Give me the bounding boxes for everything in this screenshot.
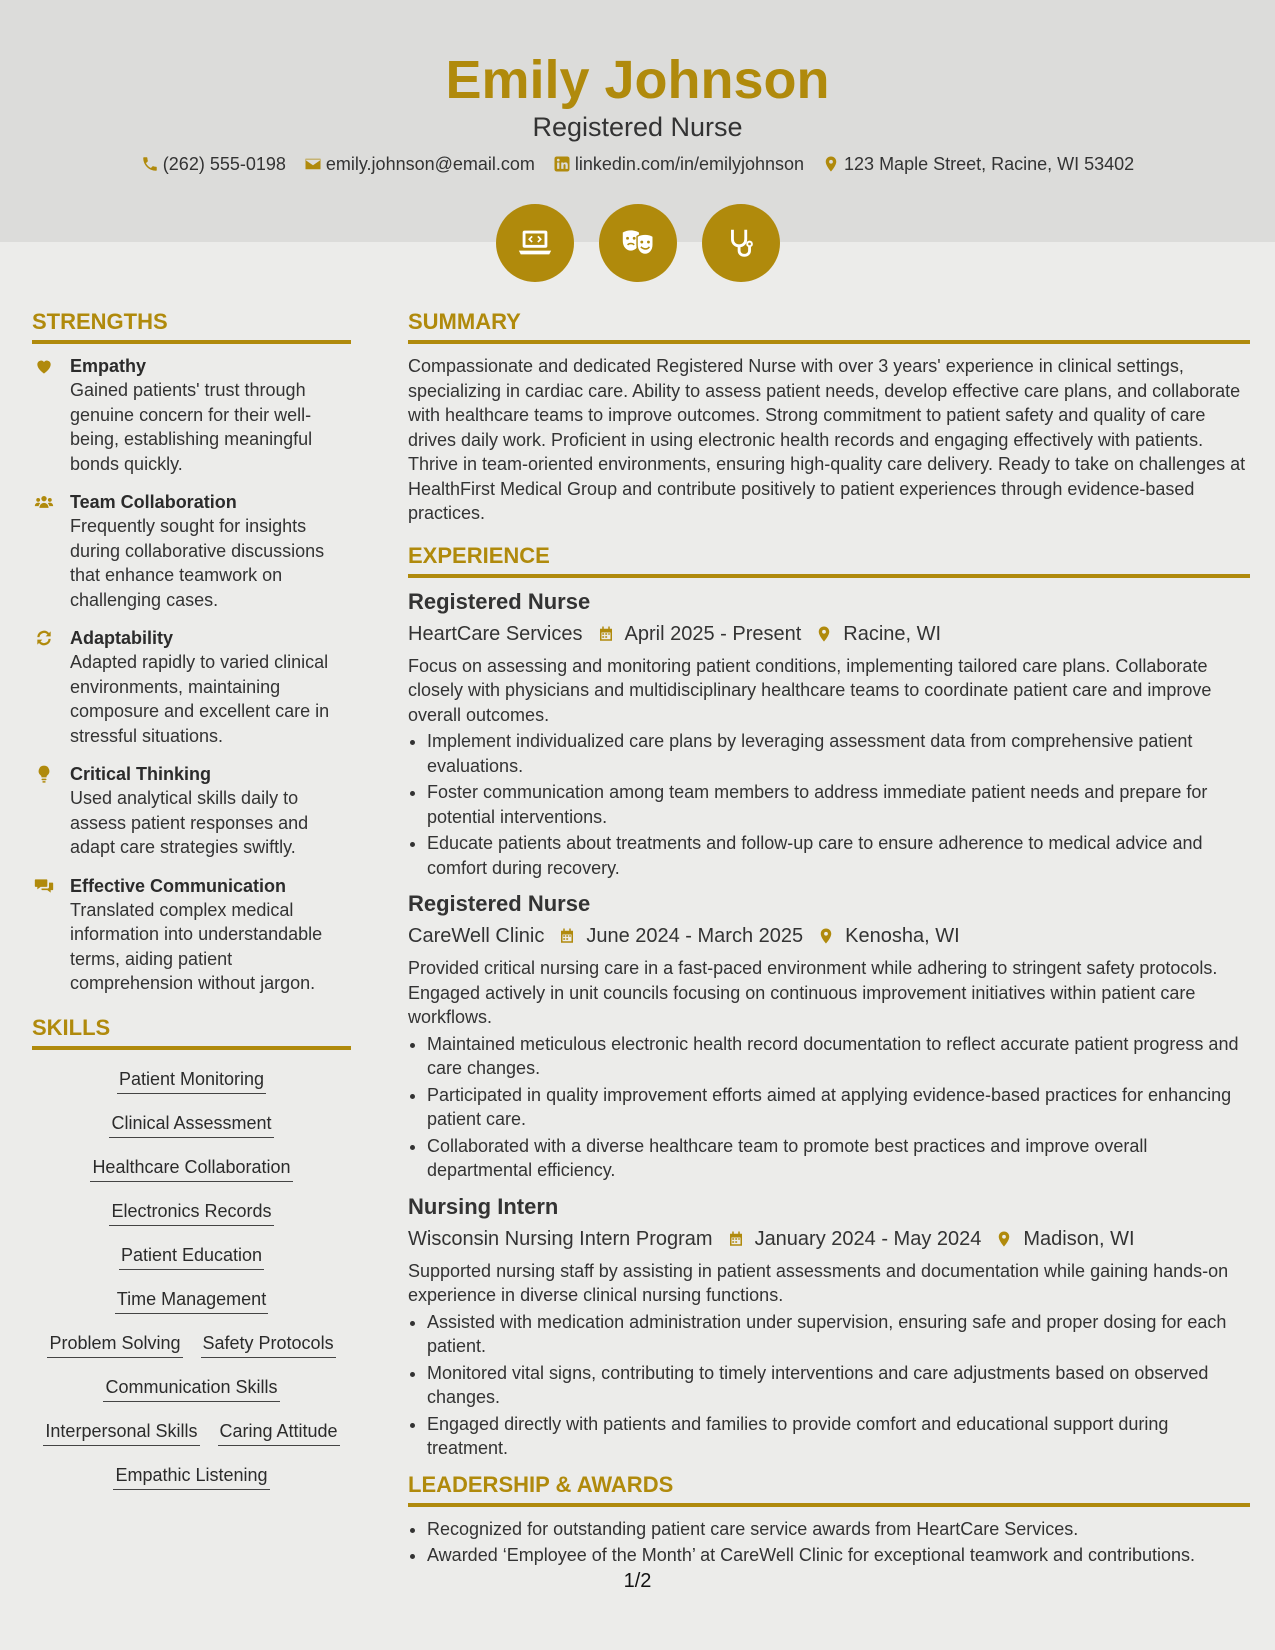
- job-description: Provided critical nursing care in a fast-paced environment while adhering to stringent safety protocols. Engaged actively in unit councils focusing on continuous improvement initiatives within patient care workflows.: [408, 958, 1218, 1027]
- bullet-item: • Participated in quality improvement efforts aimed at applying evidence-based practices for enhancing patient care.: [427, 1083, 1250, 1132]
- map-marker-icon: [822, 155, 840, 173]
- job-description: Supported nursing staff by assisting in patient assessments and documentation while gaining hands-on experience in diverse clinical nursing functions.: [408, 1260, 1229, 1305]
- skill-row: [36, 1464, 347, 1490]
- skill-row: [36, 1420, 347, 1446]
- badge-row: [0, 204, 1275, 282]
- job-company: HeartCare Services: [408, 622, 583, 645]
- calendar-icon: [727, 1230, 745, 1248]
- strength-item: [32, 762, 351, 860]
- bullet-item: • Collaborated with a diverse healthcare team to promote best practices and improve overall departmental efficiency.: [427, 1134, 1250, 1183]
- contact-phone: [141, 152, 286, 176]
- job-company: Wisconsin Nursing Intern Program: [408, 1227, 713, 1250]
- strength-title: Adaptability: [70, 628, 174, 648]
- skill-tag: Problem Solving: [47, 1332, 182, 1358]
- strength-desc: Frequently sought for insights during collaborative discussions that enhance teamwork on challenging cases.: [70, 516, 325, 610]
- job-location: Kenosha, WI: [845, 925, 960, 947]
- skill-row: [36, 1200, 347, 1226]
- heart-icon: [32, 354, 56, 476]
- job-location: Racine, WI: [843, 622, 942, 645]
- phone-icon: [141, 155, 159, 173]
- skill-row: [36, 1332, 347, 1358]
- summary-text: Compassionate and dedicated Registered Nurse with over 3 years' experience in clinical settings, specializing in cardiac care. Ability to assess patient needs, develop effective care plans, and collaborate with healthcare teams to improve outcomes. Strong commitment to patient safety and quality of care drives daily work. Proficient in using electronic health records and engaging effectively with patients. Thrive in team-oriented environments, ensuring high-quality care delivery. Ready to take on challenges at HealthFirst Medical Group and contribute positively to patient experiences through evidence-based practices.: [408, 356, 1246, 523]
- strength-desc: Adapted rapidly to varied clinical environments, maintaining composure and excellent care in stressful situations.: [70, 652, 330, 746]
- skill-tag: Safety Protocols: [201, 1332, 336, 1358]
- skill-tag: Time Management: [115, 1288, 268, 1314]
- strength-title: Empathy: [70, 356, 147, 376]
- job-dates: April 2025 - Present: [624, 622, 802, 645]
- skill-row: [36, 1244, 347, 1270]
- experience-heading: EXPERIENCE: [408, 542, 1250, 578]
- map-marker-icon: [817, 927, 835, 945]
- linkedin-icon: [553, 155, 571, 173]
- job-entry: [408, 890, 1250, 1183]
- leadership-heading: LEADERSHIP & AWARDS: [408, 1471, 1250, 1507]
- map-marker-icon: [815, 625, 833, 643]
- bullet-item: • Foster communication among team members to address immediate patient needs and prepare for potential interventions.: [427, 780, 1250, 829]
- job-role: Registered Nurse: [408, 588, 591, 614]
- strength-desc: Gained patients' trust through genuine concern for their well-being, establishing meaningful bonds quickly.: [70, 380, 313, 474]
- bullet-item: • Maintained meticulous electronic health record documentation to reflect accurate patient progress and care changes.: [427, 1032, 1250, 1081]
- contact-bar: [0, 152, 1275, 176]
- job-bullets: [408, 729, 1250, 880]
- skill-tag: Healthcare Collaboration: [90, 1156, 292, 1182]
- right-column: [408, 308, 1250, 1578]
- job-title: Registered Nurse: [532, 112, 743, 142]
- contact-address: [822, 152, 1134, 176]
- phone-text: (262) 555-0198: [162, 154, 286, 174]
- strength-title: Team Collaboration: [70, 492, 237, 512]
- lightbulb-icon: [32, 762, 56, 860]
- job-meta: [408, 922, 1250, 950]
- theater-masks-icon: [599, 204, 677, 282]
- bullet-item: • Engaged directly with patients and families to provide comfort and educational support during treatment.: [427, 1412, 1250, 1461]
- job-location: Madison, WI: [1023, 1227, 1135, 1250]
- calendar-icon: [597, 625, 615, 643]
- skill-row: [36, 1376, 347, 1402]
- bullet-item: • Assisted with medication administration under supervision, ensuring safe and proper dosing for each patient.: [427, 1310, 1250, 1359]
- skill-tag: Patient Monitoring: [117, 1068, 266, 1094]
- skill-row: [36, 1112, 347, 1138]
- laptop-code-icon: [496, 204, 574, 282]
- award-item: • Awarded ‘Employee of the Month’ at CareWell Clinic for exceptional teamwork and contributions.: [427, 1543, 1250, 1568]
- summary-heading: SUMMARY: [408, 308, 1250, 344]
- left-column: [32, 308, 351, 1490]
- skill-row: [36, 1068, 347, 1094]
- address-text: 123 Maple Street, Racine, WI 53402: [844, 154, 1135, 174]
- bullet-item: • Implement individualized care plans by leveraging assessment data from comprehensive patient evaluations.: [427, 729, 1250, 778]
- job-meta: [408, 620, 1250, 648]
- strength-item: [32, 874, 351, 996]
- strength-item: [32, 354, 351, 476]
- skills-list: [32, 1068, 351, 1490]
- skill-tag: Empathic Listening: [113, 1464, 269, 1490]
- skill-tag: Interpersonal Skills: [43, 1420, 199, 1446]
- contact-linkedin[interactable]: [553, 152, 804, 176]
- job-company: CareWell Clinic: [408, 925, 545, 947]
- linkedin-text: linkedin.com/in/emilyjohnson: [574, 154, 805, 174]
- job-description: Focus on assessing and monitoring patient conditions, implementing tailored care plans. Collaborate closely with physicians and multidisciplinary healthcare teams to coordinate patient care and improve overall outcomes.: [408, 655, 1212, 725]
- strength-title: Effective Communication: [70, 875, 287, 896]
- email-text: emily.johnson@email.com: [325, 154, 535, 174]
- strength-item: [32, 490, 351, 612]
- bullet-item: • Educate patients about treatments and follow-up care to ensure adherence to medical advice and comfort during recovery.: [427, 831, 1250, 880]
- calendar-icon: [558, 927, 576, 945]
- contact-email[interactable]: [304, 152, 535, 176]
- skill-tag: Caring Attitude: [218, 1420, 340, 1446]
- skill-tag: Patient Education: [119, 1244, 264, 1270]
- job-role: Nursing Intern: [408, 1193, 559, 1219]
- strength-title: Critical Thinking: [70, 764, 212, 784]
- strengths-heading: STRENGTHS: [32, 308, 351, 344]
- strength-desc: Translated complex medical information into understandable terms, aiding patient comprehension without jargon.: [70, 899, 323, 993]
- bullet-item: • Monitored vital signs, contributing to timely interventions and care adjustments based on observed changes.: [427, 1361, 1250, 1410]
- experience-list: [408, 588, 1250, 1461]
- skill-tag: Communication Skills: [103, 1376, 279, 1402]
- candidate-name: Emily Johnson: [445, 50, 830, 110]
- job-role: Registered Nurse: [408, 891, 591, 916]
- stethoscope-icon: [702, 204, 780, 282]
- job-entry: [408, 1193, 1250, 1461]
- sync-icon: [32, 626, 56, 748]
- job-meta: [408, 1225, 1250, 1253]
- job-dates: June 2024 - March 2025: [586, 925, 804, 947]
- page-number: 1/2: [623, 1570, 652, 1592]
- job-bullets: [408, 1032, 1250, 1183]
- strength-item: [32, 626, 351, 748]
- skill-tag: Electronics Records: [109, 1200, 273, 1226]
- job-bullets: [408, 1310, 1250, 1461]
- envelope-icon: [304, 155, 322, 173]
- map-marker-icon: [995, 1230, 1013, 1248]
- strengths-list: [32, 354, 351, 996]
- comments-icon: [32, 874, 56, 996]
- skill-row: [36, 1288, 347, 1314]
- leadership-list: [408, 1517, 1250, 1568]
- skill-row: [36, 1156, 347, 1182]
- job-dates: January 2024 - May 2024: [754, 1227, 982, 1250]
- skill-tag: Clinical Assessment: [109, 1112, 273, 1138]
- job-entry: [408, 588, 1250, 881]
- skills-heading: SKILLS: [32, 1014, 351, 1050]
- award-item: • Recognized for outstanding patient care service awards from HeartCare Services.: [427, 1517, 1250, 1542]
- strength-desc: Used analytical skills daily to assess patient responses and adapt care strategies swiftly.: [70, 788, 309, 857]
- users-icon: [32, 490, 56, 612]
